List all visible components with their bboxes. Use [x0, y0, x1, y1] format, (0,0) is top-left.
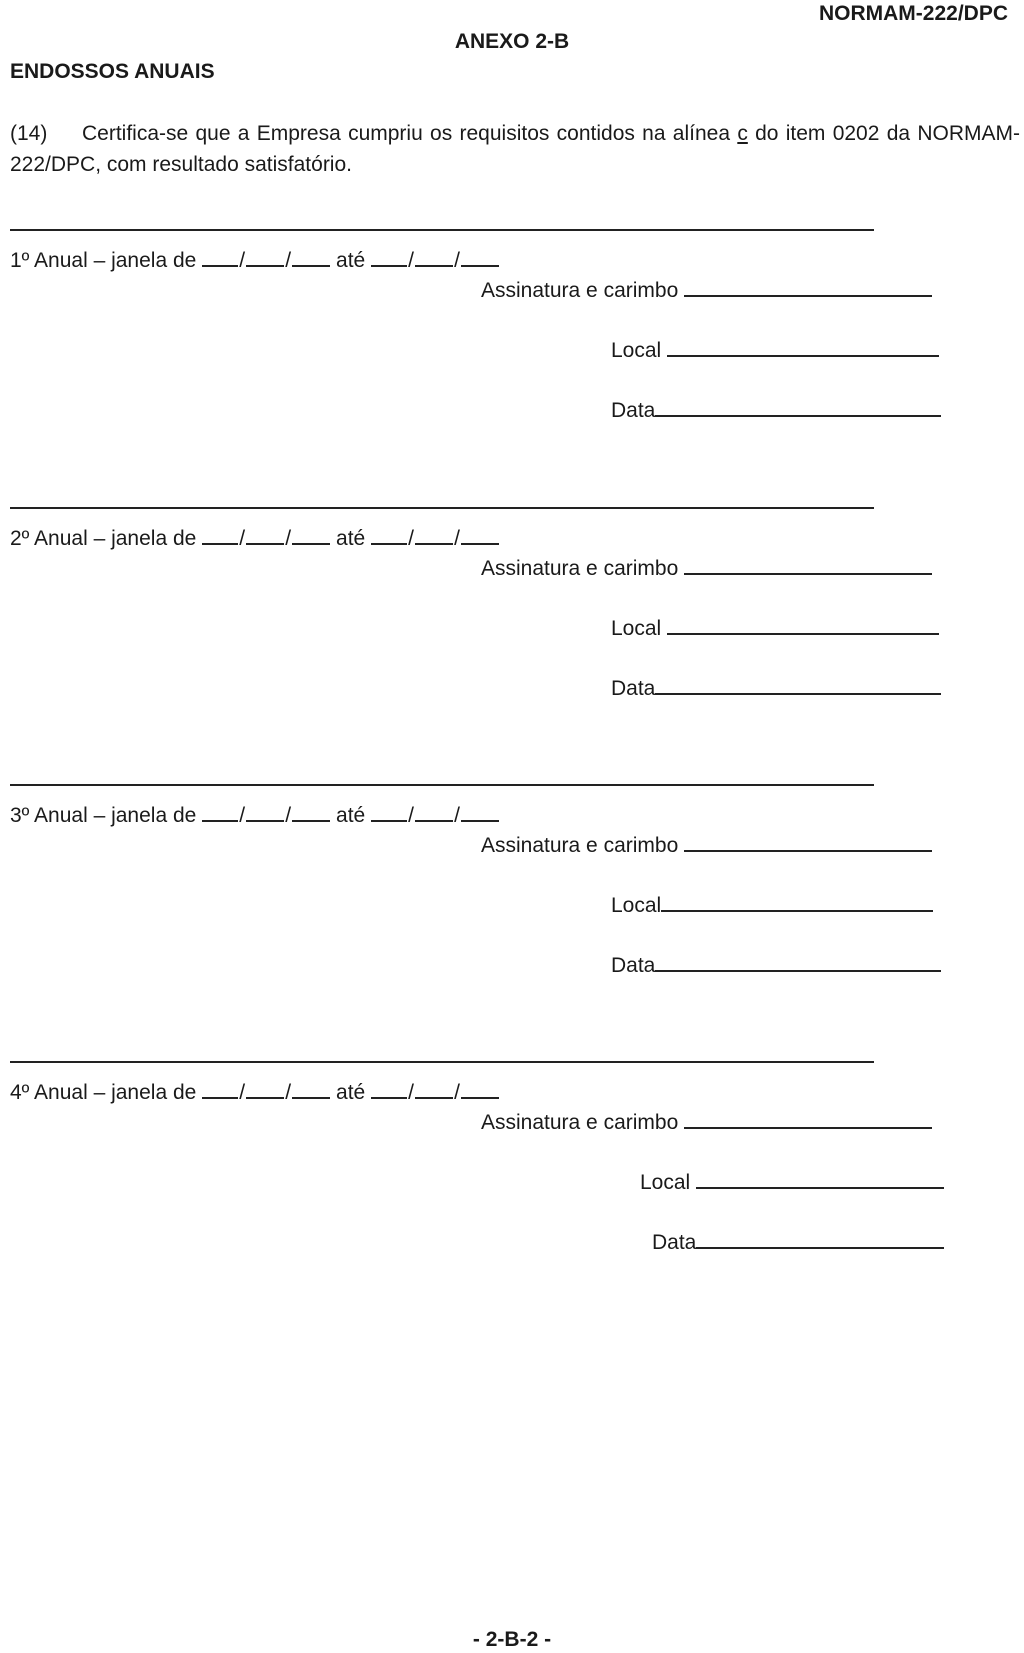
- local-line: [611, 615, 939, 641]
- signature-line: [481, 277, 932, 303]
- window-line: 4º Anual – janela de / / até / /: [10, 1079, 499, 1105]
- endorsement-block-3: [0, 784, 1024, 1044]
- local-label: Local: [611, 339, 662, 362]
- until-label: até: [336, 1081, 366, 1104]
- separator-line: [10, 1061, 874, 1063]
- start-day-blank[interactable]: [202, 1079, 238, 1099]
- date-blank[interactable]: [655, 675, 941, 695]
- signature-line: [481, 832, 932, 858]
- intro-number: (14): [10, 122, 48, 145]
- date-blank[interactable]: [696, 1229, 944, 1249]
- date-line: [611, 952, 941, 978]
- until-label: até: [336, 527, 366, 550]
- end-year-blank[interactable]: [461, 525, 499, 545]
- intro-underlined-letter: c: [737, 122, 748, 145]
- signature-line: [481, 1109, 932, 1135]
- date-blank[interactable]: [655, 952, 941, 972]
- local-line: [640, 1169, 944, 1195]
- end-day-blank[interactable]: [371, 247, 407, 267]
- end-year-blank[interactable]: [461, 1079, 499, 1099]
- signature-blank[interactable]: [684, 277, 932, 297]
- start-day-blank[interactable]: [202, 802, 238, 822]
- page-number: - 2-B-2 -: [472, 1628, 552, 1651]
- signature-blank[interactable]: [684, 832, 932, 852]
- end-day-blank[interactable]: [371, 525, 407, 545]
- end-day-blank[interactable]: [371, 1079, 407, 1099]
- separator-line: [10, 784, 874, 786]
- document-code: NORMAM-222/DPC: [818, 2, 1008, 25]
- separator-line: [10, 229, 874, 231]
- window-label: 3º Anual – janela de: [10, 804, 197, 827]
- intro-paragraph: [10, 118, 1020, 180]
- signature-blank[interactable]: [684, 1109, 932, 1129]
- until-label: até: [336, 249, 366, 272]
- signature-line: [481, 555, 932, 581]
- date-line: [611, 397, 941, 423]
- end-month-blank[interactable]: [415, 525, 453, 545]
- end-day-blank[interactable]: [371, 802, 407, 822]
- intro-text-after: do item 0202 da NORMAM-222/DPC, com resultado satisfatório.: [10, 122, 1020, 176]
- end-year-blank[interactable]: [461, 802, 499, 822]
- local-label: Local: [640, 1171, 691, 1194]
- window-line: 3º Anual – janela de / / até / /: [10, 802, 499, 828]
- until-label: até: [336, 804, 366, 827]
- start-year-blank[interactable]: [292, 525, 330, 545]
- start-month-blank[interactable]: [246, 802, 284, 822]
- end-month-blank[interactable]: [415, 1079, 453, 1099]
- date-label: Data: [611, 677, 656, 700]
- section-heading: ENDOSSOS ANUAIS: [10, 60, 215, 83]
- start-day-blank[interactable]: [202, 247, 238, 267]
- window-label: 4º Anual – janela de: [10, 1081, 197, 1104]
- signature-label: Assinatura e carimbo: [481, 834, 679, 857]
- local-line: [611, 337, 939, 363]
- window-label: 2º Anual – janela de: [10, 527, 197, 550]
- endorsement-block-4: [0, 1061, 1024, 1321]
- date-label: Data: [611, 399, 656, 422]
- window-line: 2º Anual – janela de / / até / /: [10, 525, 499, 551]
- annex-title: ANEXO 2-B: [454, 30, 570, 53]
- end-year-blank[interactable]: [461, 247, 499, 267]
- end-month-blank[interactable]: [415, 247, 453, 267]
- local-label: Local: [611, 617, 662, 640]
- start-year-blank[interactable]: [292, 802, 330, 822]
- separator-line: [10, 507, 874, 509]
- local-blank[interactable]: [667, 615, 939, 635]
- local-blank[interactable]: [696, 1169, 944, 1189]
- end-month-blank[interactable]: [415, 802, 453, 822]
- local-blank[interactable]: [667, 337, 939, 357]
- signature-blank[interactable]: [684, 555, 932, 575]
- local-label: Local: [611, 894, 662, 917]
- endorsement-block-2: [0, 507, 1024, 767]
- signature-label: Assinatura e carimbo: [481, 1111, 679, 1134]
- start-month-blank[interactable]: [246, 247, 284, 267]
- date-label: Data: [611, 954, 656, 977]
- signature-label: Assinatura e carimbo: [481, 557, 679, 580]
- local-line: [611, 892, 933, 918]
- date-line: [652, 1229, 944, 1255]
- date-line: [611, 675, 941, 701]
- signature-label: Assinatura e carimbo: [481, 279, 679, 302]
- endorsement-block-1: [0, 229, 1024, 489]
- start-month-blank[interactable]: [246, 525, 284, 545]
- window-line: 1º Anual – janela de / / até / /: [10, 247, 499, 273]
- local-blank[interactable]: [661, 892, 933, 912]
- start-month-blank[interactable]: [246, 1079, 284, 1099]
- start-year-blank[interactable]: [292, 247, 330, 267]
- intro-text-before: Certifica-se que a Empresa cumpriu os requisitos contidos na alínea: [82, 122, 738, 145]
- window-label: 1º Anual – janela de: [10, 249, 197, 272]
- start-day-blank[interactable]: [202, 525, 238, 545]
- start-year-blank[interactable]: [292, 1079, 330, 1099]
- date-blank[interactable]: [655, 397, 941, 417]
- date-label: Data: [652, 1231, 697, 1254]
